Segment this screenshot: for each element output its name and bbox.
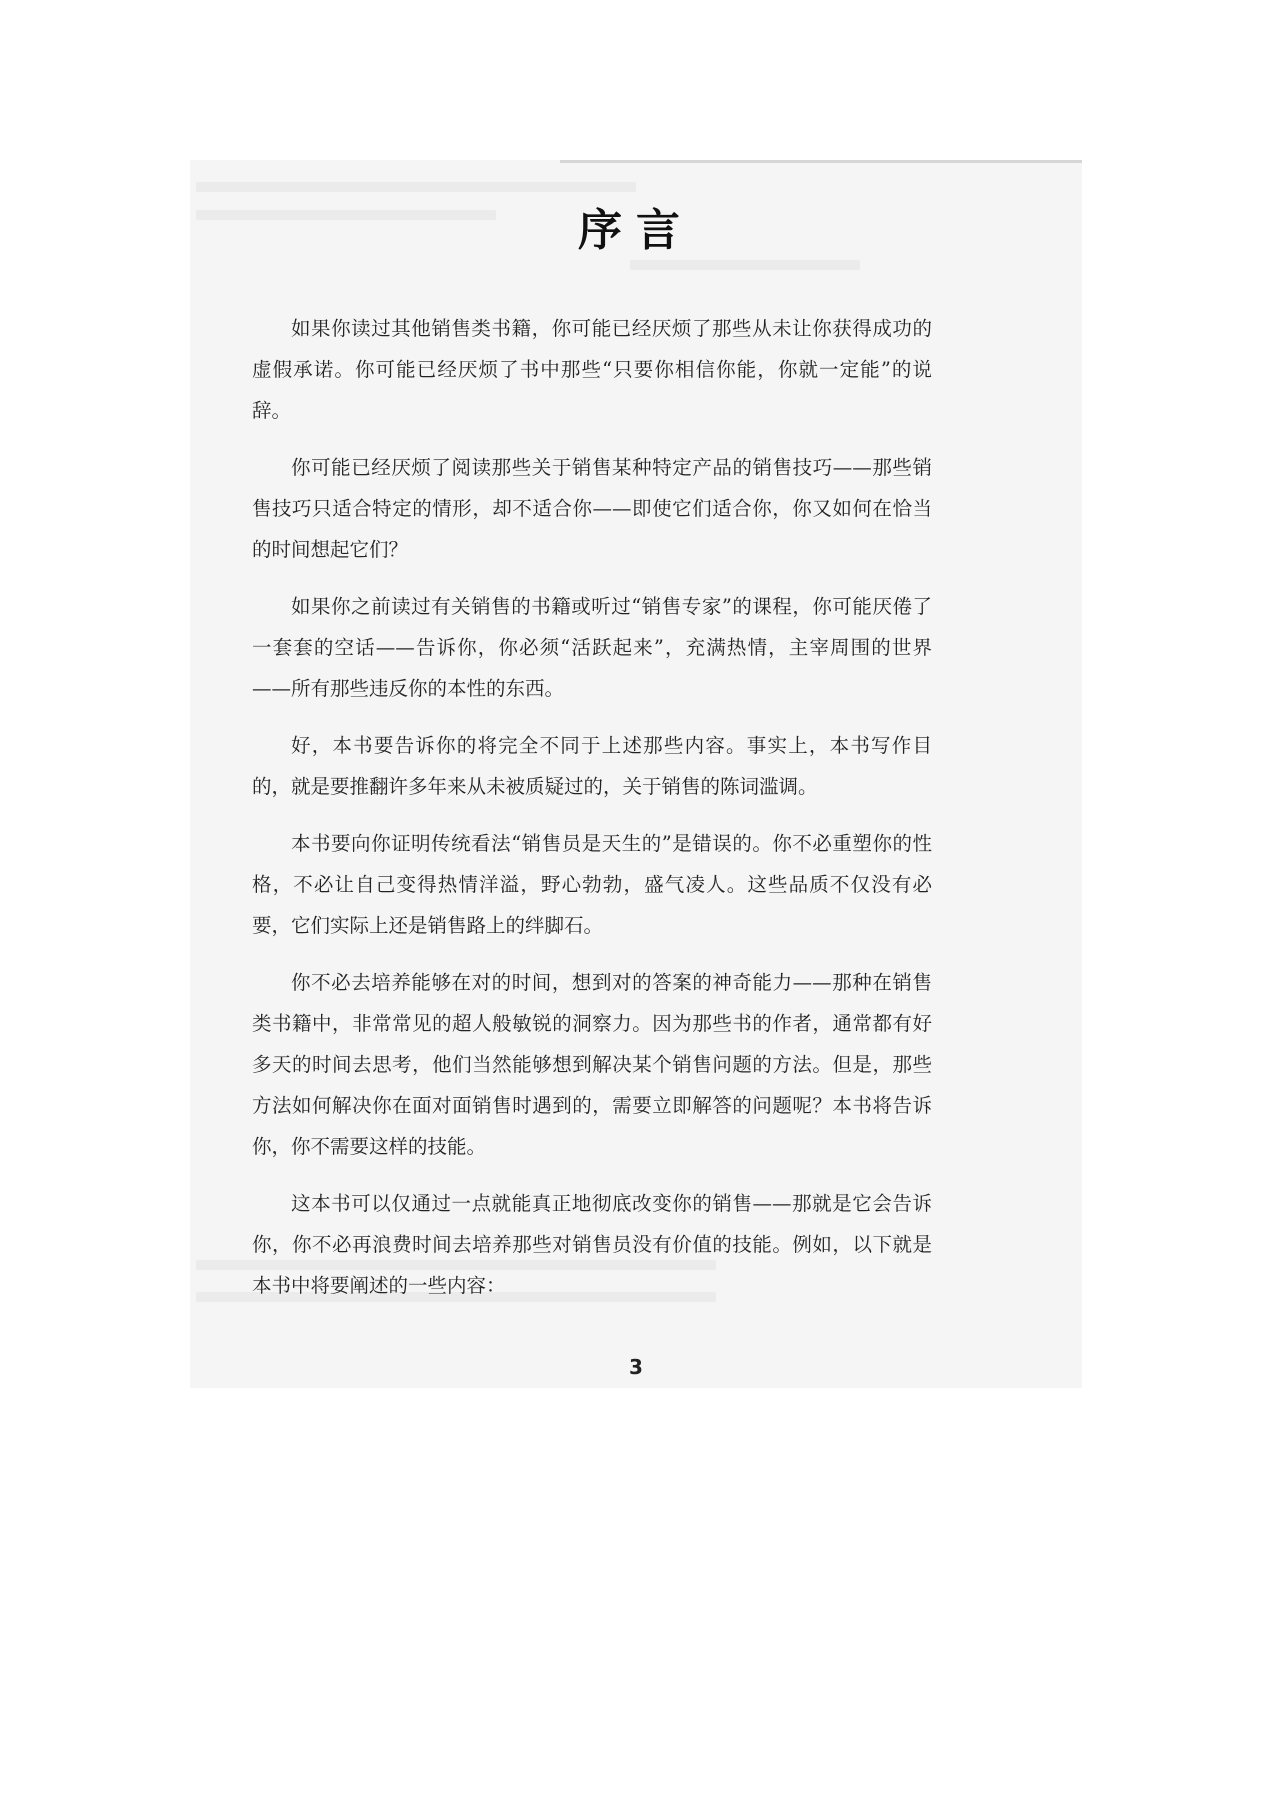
scanned-page	[190, 160, 1082, 1388]
top-rule	[560, 160, 1082, 163]
paragraph: 如果你之前读过有关销售的书籍或听过“销售专家”的课程，你可能厌倦了一套套的空话——告诉你，你必须“活跃起来”，充满热情，主宰周围的世界——所有那些违反你的本性的东西。	[252, 595, 932, 700]
paragraph: 好，本书要告诉你的将完全不同于上述那些内容。事实上，本书写作目的，就是要推翻许多年来从未被质疑过的，关于销售的陈词滥调。	[252, 734, 932, 798]
page-number: 3	[629, 1355, 643, 1379]
body-text	[252, 308, 932, 1322]
paragraph: 这本书可以仅通过一点就能真正地彻底改变你的销售——那就是它会告诉你，你不必再浪费时间去培养那些对销售员没有价值的技能。例如，以下就是本书中将要阐述的一些内容：	[252, 1192, 932, 1297]
paragraph: 如果你读过其他销售类书籍，你可能已经厌烦了那些从未让你获得成功的虚假承诺。你可能已经厌烦了书中那些“只要你相信你能，你就一定能”的说辞。	[252, 317, 932, 422]
paragraph: 你可能已经厌烦了阅读那些关于销售某种特定产品的销售技巧——那些销售技巧只适合特定的情形，却不适合你——即使它们适合你，你又如何在恰当的时间想起它们？	[252, 456, 932, 561]
show-through-line	[630, 260, 860, 270]
paragraph: 你不必去培养能够在对的时间，想到对的答案的神奇能力——那种在销售类书籍中，非常常见的超人般敏锐的洞察力。因为那些书的作者，通常都有好多天的时间去思考，他们当然能够想到解决某个销售问题的方法。但是，那些方法如何解决你在面对面销售时遇到的，需要立即解答的问题呢？本书将告诉你，你不需要这样的技能。	[252, 971, 932, 1158]
chapter-title: 序言	[578, 205, 694, 256]
paragraph: 本书要向你证明传统看法“销售员是天生的”是错误的。你不必重塑你的性格，不必让自己变得热情洋溢，野心勃勃，盛气凌人。这些品质不仅没有必要，它们实际上还是销售路上的绊脚石。	[252, 832, 932, 937]
show-through-line	[196, 182, 636, 192]
